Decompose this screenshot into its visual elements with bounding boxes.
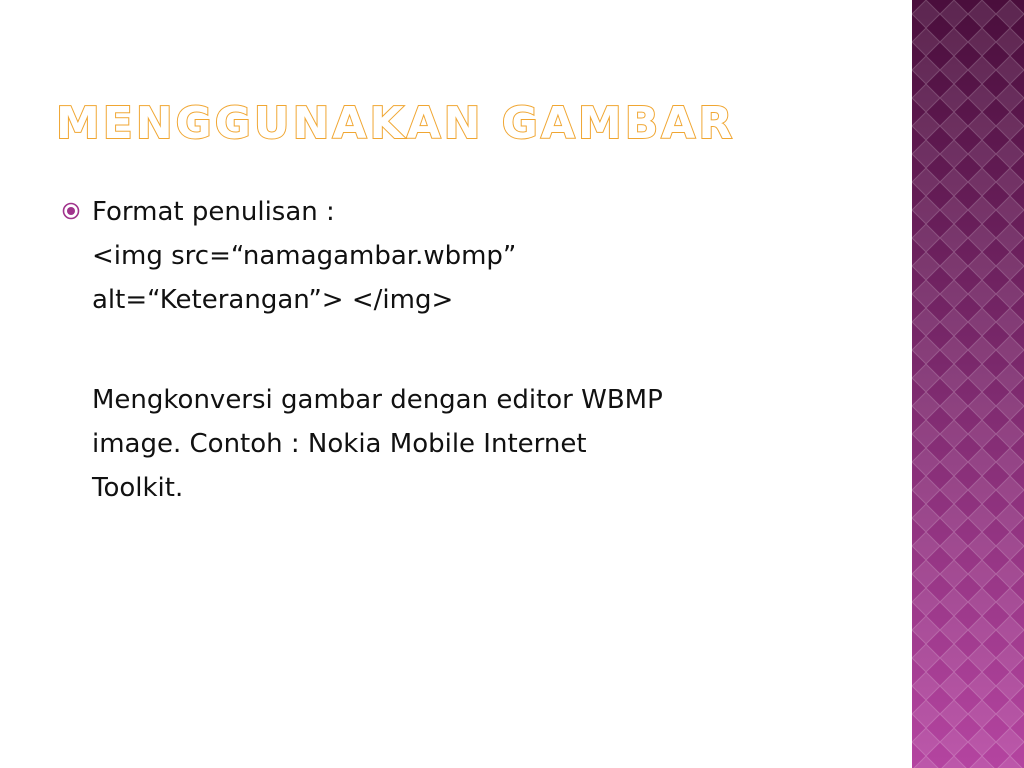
bullet-text: Format penulisan : bbox=[92, 197, 335, 227]
code-line-2: alt=“Keterangan”> </img> bbox=[92, 285, 454, 315]
code-example bbox=[62, 234, 882, 322]
description-line-3: Toolkit. bbox=[92, 473, 184, 503]
description-paragraph bbox=[62, 378, 882, 510]
description-line-1: Mengkonversi gambar dengan editor WBMP bbox=[92, 385, 663, 415]
diamond-pattern-graphic bbox=[912, 0, 1024, 768]
slide-body bbox=[62, 190, 882, 510]
radio-bullet-icon bbox=[62, 202, 80, 220]
bullet-item bbox=[62, 190, 882, 234]
slide-title: MENGGUNAKAN GAMBAR bbox=[56, 98, 736, 149]
code-line-1: <img src=“namagambar.wbmp” bbox=[92, 241, 517, 271]
description-line-2: image. Contoh : Nokia Mobile Internet bbox=[92, 429, 587, 459]
decorative-side-panel bbox=[912, 0, 1024, 768]
